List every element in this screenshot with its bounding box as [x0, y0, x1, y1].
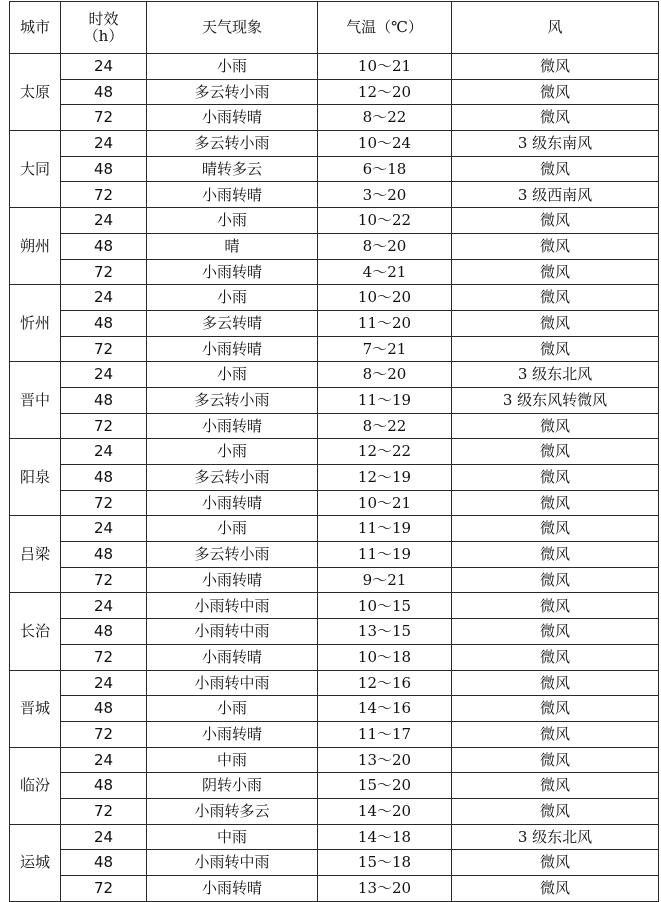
wind-cell: 微风: [452, 619, 659, 645]
temperature-cell: 15～18: [318, 850, 452, 876]
wind-cell: 微风: [452, 465, 659, 491]
table-row: [10, 516, 659, 542]
wind-cell: 微风: [452, 285, 659, 311]
wind-cell: 微风: [452, 850, 659, 876]
temperature-cell: 8～20: [318, 362, 452, 388]
hours-cell: 48: [61, 310, 147, 336]
hours-cell: 72: [61, 876, 147, 902]
hours-cell: 72: [61, 644, 147, 670]
temperature-cell: 11～19: [318, 516, 452, 542]
weather-cell: 小雨转晴: [147, 490, 318, 516]
table-row: [10, 208, 659, 234]
forecast-body: [10, 54, 659, 902]
temperature-cell: 9～21: [318, 567, 452, 593]
wind-cell: 微风: [452, 670, 659, 696]
table-row: [10, 644, 659, 670]
wind-cell: 微风: [452, 439, 659, 465]
hours-cell: 48: [61, 79, 147, 105]
table-row: [10, 362, 659, 388]
weather-cell: 小雨转晴: [147, 182, 318, 208]
weather-cell: 小雨: [147, 439, 318, 465]
table-row: [10, 387, 659, 413]
table-row: [10, 156, 659, 182]
hours-cell: 72: [61, 721, 147, 747]
hours-cell: 48: [61, 619, 147, 645]
weather-cell: 小雨转晴: [147, 721, 318, 747]
hours-cell: 72: [61, 105, 147, 131]
header-wind: 风: [452, 2, 659, 54]
temperature-cell: 10～21: [318, 490, 452, 516]
table-row: [10, 105, 659, 131]
table-row: [10, 490, 659, 516]
hours-cell: 72: [61, 413, 147, 439]
hours-cell: 72: [61, 490, 147, 516]
weather-cell: 小雨转多云: [147, 798, 318, 824]
forecast-table: [9, 1, 659, 902]
table-row: [10, 79, 659, 105]
weather-cell: 小雨转中雨: [147, 619, 318, 645]
table-row: [10, 310, 659, 336]
table-row: [10, 259, 659, 285]
hours-cell: 24: [61, 131, 147, 157]
table-row: [10, 593, 659, 619]
temperature-cell: 11～20: [318, 310, 452, 336]
weather-cell: 小雨转晴: [147, 413, 318, 439]
hours-cell: 24: [61, 285, 147, 311]
table-row: [10, 696, 659, 722]
city-name: 临汾: [10, 747, 61, 824]
hours-cell: 48: [61, 233, 147, 259]
table-row: [10, 850, 659, 876]
weather-cell: 小雨转晴: [147, 644, 318, 670]
weather-cell: 小雨转中雨: [147, 593, 318, 619]
table-row: [10, 413, 659, 439]
weather-cell: 多云转小雨: [147, 465, 318, 491]
hours-cell: 72: [61, 182, 147, 208]
weather-cell: 阴转小雨: [147, 773, 318, 799]
weather-cell: 中雨: [147, 824, 318, 850]
temperature-cell: 10～24: [318, 131, 452, 157]
table-row: [10, 670, 659, 696]
wind-cell: 微风: [452, 105, 659, 131]
weather-cell: 多云转晴: [147, 310, 318, 336]
hours-cell: 72: [61, 259, 147, 285]
wind-cell: 微风: [452, 310, 659, 336]
temperature-cell: 10～21: [318, 54, 452, 80]
temperature-cell: 6～18: [318, 156, 452, 182]
weather-cell: 中雨: [147, 747, 318, 773]
header-hours-label: 时效: [88, 10, 119, 28]
temperature-cell: 12～22: [318, 439, 452, 465]
weather-cell: 小雨转晴: [147, 876, 318, 902]
temperature-cell: 3～20: [318, 182, 452, 208]
hours-cell: 24: [61, 516, 147, 542]
temperature-cell: 14～20: [318, 798, 452, 824]
header-row: [10, 2, 659, 54]
wind-cell: 微风: [452, 876, 659, 902]
table-row: [10, 233, 659, 259]
temperature-cell: 8～22: [318, 105, 452, 131]
table-row: [10, 824, 659, 850]
temperature-cell: 12～16: [318, 670, 452, 696]
wind-cell: 微风: [452, 721, 659, 747]
wind-cell: 微风: [452, 490, 659, 516]
wind-cell: 微风: [452, 233, 659, 259]
weather-cell: 小雨: [147, 516, 318, 542]
city-name: 朔州: [10, 208, 61, 285]
wind-cell: 微风: [452, 516, 659, 542]
table-row: [10, 567, 659, 593]
weather-cell: 小雨: [147, 208, 318, 234]
hours-cell: 24: [61, 824, 147, 850]
table-row: [10, 131, 659, 157]
temperature-cell: 11～19: [318, 542, 452, 568]
temperature-cell: 10～20: [318, 285, 452, 311]
temperature-cell: 15～20: [318, 773, 452, 799]
wind-cell: 3 级东北风: [452, 824, 659, 850]
table-row: [10, 542, 659, 568]
city-name: 太原: [10, 54, 61, 131]
hours-cell: 24: [61, 439, 147, 465]
temperature-cell: 8～20: [318, 233, 452, 259]
hours-cell: 24: [61, 208, 147, 234]
table-row: [10, 721, 659, 747]
hours-cell: 24: [61, 54, 147, 80]
temperature-cell: 13～15: [318, 619, 452, 645]
table-row: [10, 54, 659, 80]
table-row: [10, 798, 659, 824]
hours-cell: 72: [61, 567, 147, 593]
table-row: [10, 876, 659, 902]
weather-cell: 小雨: [147, 362, 318, 388]
header-city: 城市: [10, 2, 61, 54]
city-name: 运城: [10, 824, 61, 901]
hours-cell: 72: [61, 336, 147, 362]
city-name: 晋城: [10, 670, 61, 747]
hours-cell: 48: [61, 850, 147, 876]
hours-cell: 72: [61, 798, 147, 824]
hours-cell: 24: [61, 747, 147, 773]
hours-cell: 24: [61, 362, 147, 388]
weather-cell: 多云转小雨: [147, 542, 318, 568]
wind-cell: 微风: [452, 773, 659, 799]
wind-cell: 3 级西南风: [452, 182, 659, 208]
city-name: 阳泉: [10, 439, 61, 516]
wind-cell: 微风: [452, 696, 659, 722]
wind-cell: 微风: [452, 644, 659, 670]
wind-cell: 微风: [452, 259, 659, 285]
weather-cell: 小雨: [147, 696, 318, 722]
wind-cell: 3 级东南风: [452, 131, 659, 157]
temperature-cell: 7～21: [318, 336, 452, 362]
table-row: [10, 465, 659, 491]
temperature-cell: 4～21: [318, 259, 452, 285]
weather-cell: 小雨: [147, 285, 318, 311]
table-row: [10, 619, 659, 645]
weather-cell: 多云转小雨: [147, 131, 318, 157]
temperature-cell: 14～18: [318, 824, 452, 850]
weather-cell: 晴转多云: [147, 156, 318, 182]
header-temperature: 气温（℃）: [318, 2, 452, 54]
table-row: [10, 439, 659, 465]
wind-cell: 微风: [452, 208, 659, 234]
temperature-cell: 14～16: [318, 696, 452, 722]
header-hours-unit: （h）: [83, 26, 124, 45]
wind-cell: 微风: [452, 593, 659, 619]
city-name: 吕梁: [10, 516, 61, 593]
weather-cell: 小雨转晴: [147, 567, 318, 593]
hours-cell: 48: [61, 465, 147, 491]
weather-cell: 多云转小雨: [147, 387, 318, 413]
temperature-cell: 12～19: [318, 465, 452, 491]
weather-cell: 小雨转中雨: [147, 850, 318, 876]
header-hours: [61, 2, 147, 54]
city-name: 长治: [10, 593, 61, 670]
table-row: [10, 182, 659, 208]
wind-cell: 3 级东北风: [452, 362, 659, 388]
city-name: 忻州: [10, 285, 61, 362]
wind-cell: 微风: [452, 156, 659, 182]
weather-cell: 多云转小雨: [147, 79, 318, 105]
wind-cell: 微风: [452, 798, 659, 824]
weather-cell: 小雨转中雨: [147, 670, 318, 696]
temperature-cell: 8～22: [318, 413, 452, 439]
table-row: [10, 747, 659, 773]
temperature-cell: 11～19: [318, 387, 452, 413]
temperature-cell: 13～20: [318, 876, 452, 902]
weather-cell: 小雨: [147, 54, 318, 80]
hours-cell: 24: [61, 670, 147, 696]
city-name: 大同: [10, 131, 61, 208]
hours-cell: 48: [61, 156, 147, 182]
header-weather: 天气现象: [147, 2, 318, 54]
temperature-cell: 13～20: [318, 747, 452, 773]
wind-cell: 微风: [452, 567, 659, 593]
wind-cell: 3 级东风转微风: [452, 387, 659, 413]
temperature-cell: 10～18: [318, 644, 452, 670]
wind-cell: 微风: [452, 54, 659, 80]
hours-cell: 48: [61, 696, 147, 722]
temperature-cell: 10～15: [318, 593, 452, 619]
wind-cell: 微风: [452, 542, 659, 568]
hours-cell: 48: [61, 773, 147, 799]
weather-cell: 晴: [147, 233, 318, 259]
temperature-cell: 11～17: [318, 721, 452, 747]
wind-cell: 微风: [452, 79, 659, 105]
hours-cell: 48: [61, 387, 147, 413]
table-row: [10, 773, 659, 799]
weather-cell: 小雨转晴: [147, 336, 318, 362]
weather-cell: 小雨转晴: [147, 105, 318, 131]
hours-cell: 48: [61, 542, 147, 568]
wind-cell: 微风: [452, 336, 659, 362]
temperature-cell: 10～22: [318, 208, 452, 234]
table-row: [10, 336, 659, 362]
wind-cell: 微风: [452, 747, 659, 773]
table-row: [10, 285, 659, 311]
city-name: 晋中: [10, 362, 61, 439]
weather-cell: 小雨转晴: [147, 259, 318, 285]
temperature-cell: 12～20: [318, 79, 452, 105]
hours-cell: 24: [61, 593, 147, 619]
wind-cell: 微风: [452, 413, 659, 439]
